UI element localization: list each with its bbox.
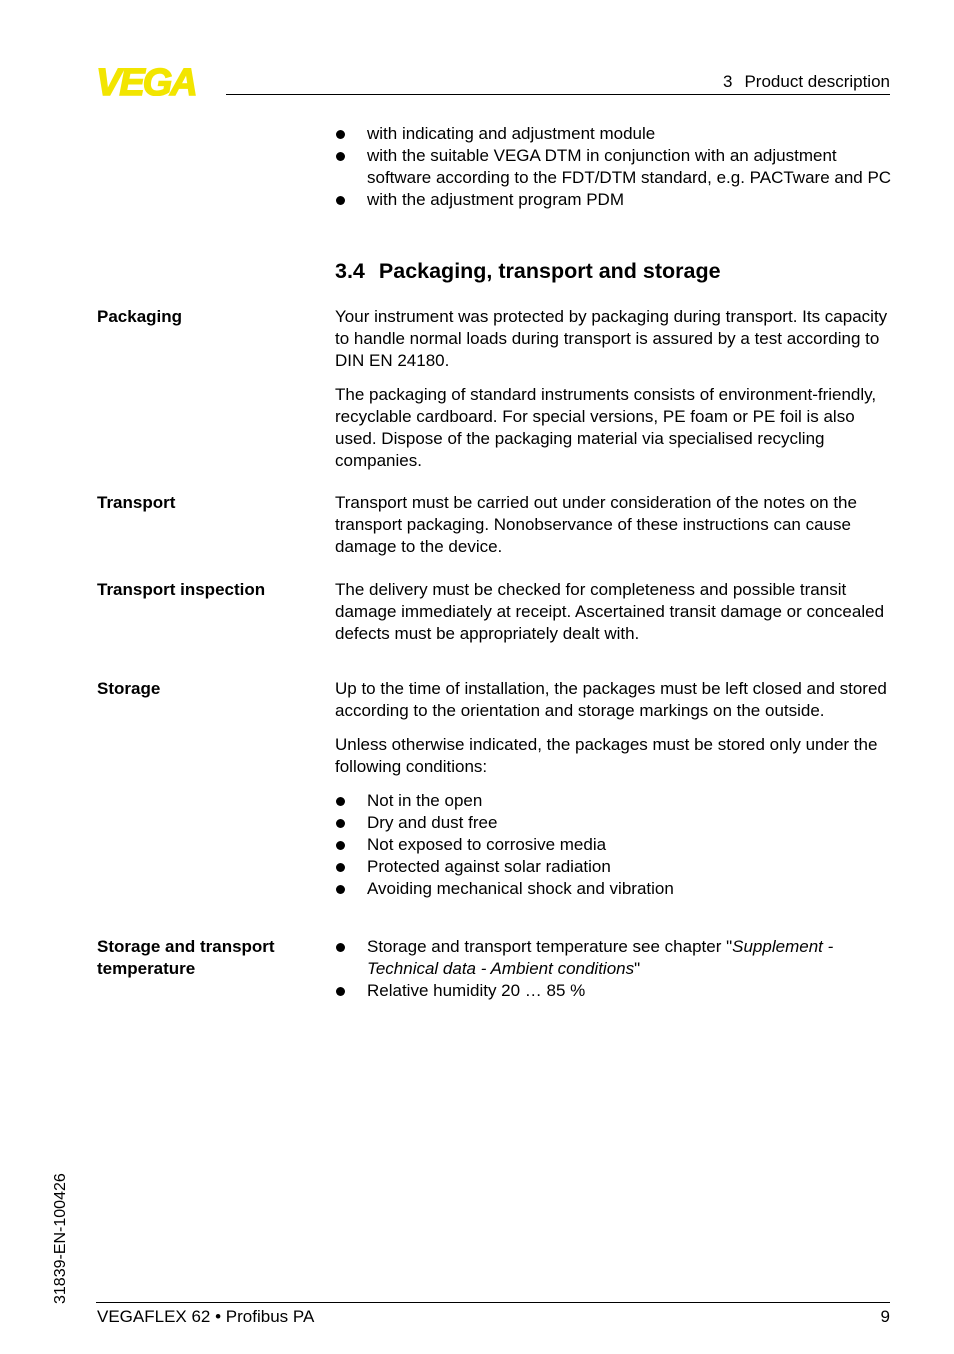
footer-divider [96,1302,890,1303]
page-number: 9 [880,1307,890,1326]
list-item: with the adjustment program PDM [335,189,895,211]
packaging-text [335,306,895,472]
list-item: Not in the open [335,790,895,812]
transport-text [335,492,895,558]
section-title: Packaging, transport and storage [378,259,721,283]
paragraph: The packaging of standard instruments consists of environment-friendly, recyclable cardboard. For special versions, PE foam or PE foil is also used. Dispose of the packaging material via specialised recycling companies. [335,385,877,470]
list-item: Not exposed to corrosive media [335,834,895,856]
paragraph: The delivery must be checked for completeness and possible transit damage immediately at receipt. Ascertained transit damage or concealed defects must be appropriately dealt with. [335,580,885,643]
list-item: with the suitable VEGA DTM in conjunction with an adjustment software according to the FDT/DTM standard, e.g. PACTware and PC [335,145,895,189]
running-header [723,72,890,92]
list-item: Protected against solar radiation [335,856,895,878]
adjustment-options-list [335,123,895,211]
section-heading [335,257,721,285]
paragraph: Transport must be carried out under consideration of the notes on the transport packaging. Nonobservance of these instructions can cause damage to the device. [335,493,857,556]
chapter-reference: Supplement - Technical data - Ambient conditions [367,937,834,978]
logo-text: VEGA [96,66,196,96]
storage-temperature-list [335,936,895,1002]
footer-product: VEGAFLEX 62 • Profibus PA [97,1307,315,1326]
label-line: Storage and transport [97,937,275,956]
packaging-label: Packaging [97,307,183,326]
list-item: Relative humidity 20 … 85 % [335,980,895,1002]
storage-conditions-list [335,790,895,900]
paragraph: Unless otherwise indicated, the packages must be stored only under the following conditions: [335,735,878,776]
chapter-title: Product description [744,72,890,91]
storage-temperature-label [97,936,317,980]
label-line: temperature [97,959,196,978]
paragraph: Up to the time of installation, the packages must be left closed and stored according to the orientation and storage markings on the outside. [335,679,887,720]
vega-logo [96,66,220,96]
transport-label: Transport [97,493,176,512]
section-number: 3.4 [335,259,365,283]
list-item: with indicating and adjustment module [335,123,895,145]
chapter-number: 3 [723,72,733,91]
paragraph: Your instrument was protected by packaging during transport. Its capacity to handle normal loads during transport is assured by a test according to DIN EN 24180. [335,307,888,370]
list-item: Avoiding mechanical shock and vibration [335,878,895,900]
storage-text [335,678,895,900]
document-id: 31839-EN-100426 [52,1173,69,1304]
transport-inspection-label: Transport inspection [97,580,266,599]
transport-inspection-text [335,579,895,645]
header-divider [226,94,890,95]
storage-label: Storage [97,679,161,698]
list-item [335,936,895,980]
text-fragment: Storage and transport temperature see chapter " [367,937,733,956]
text-fragment: " [634,959,641,978]
list-item: Dry and dust free [335,812,895,834]
